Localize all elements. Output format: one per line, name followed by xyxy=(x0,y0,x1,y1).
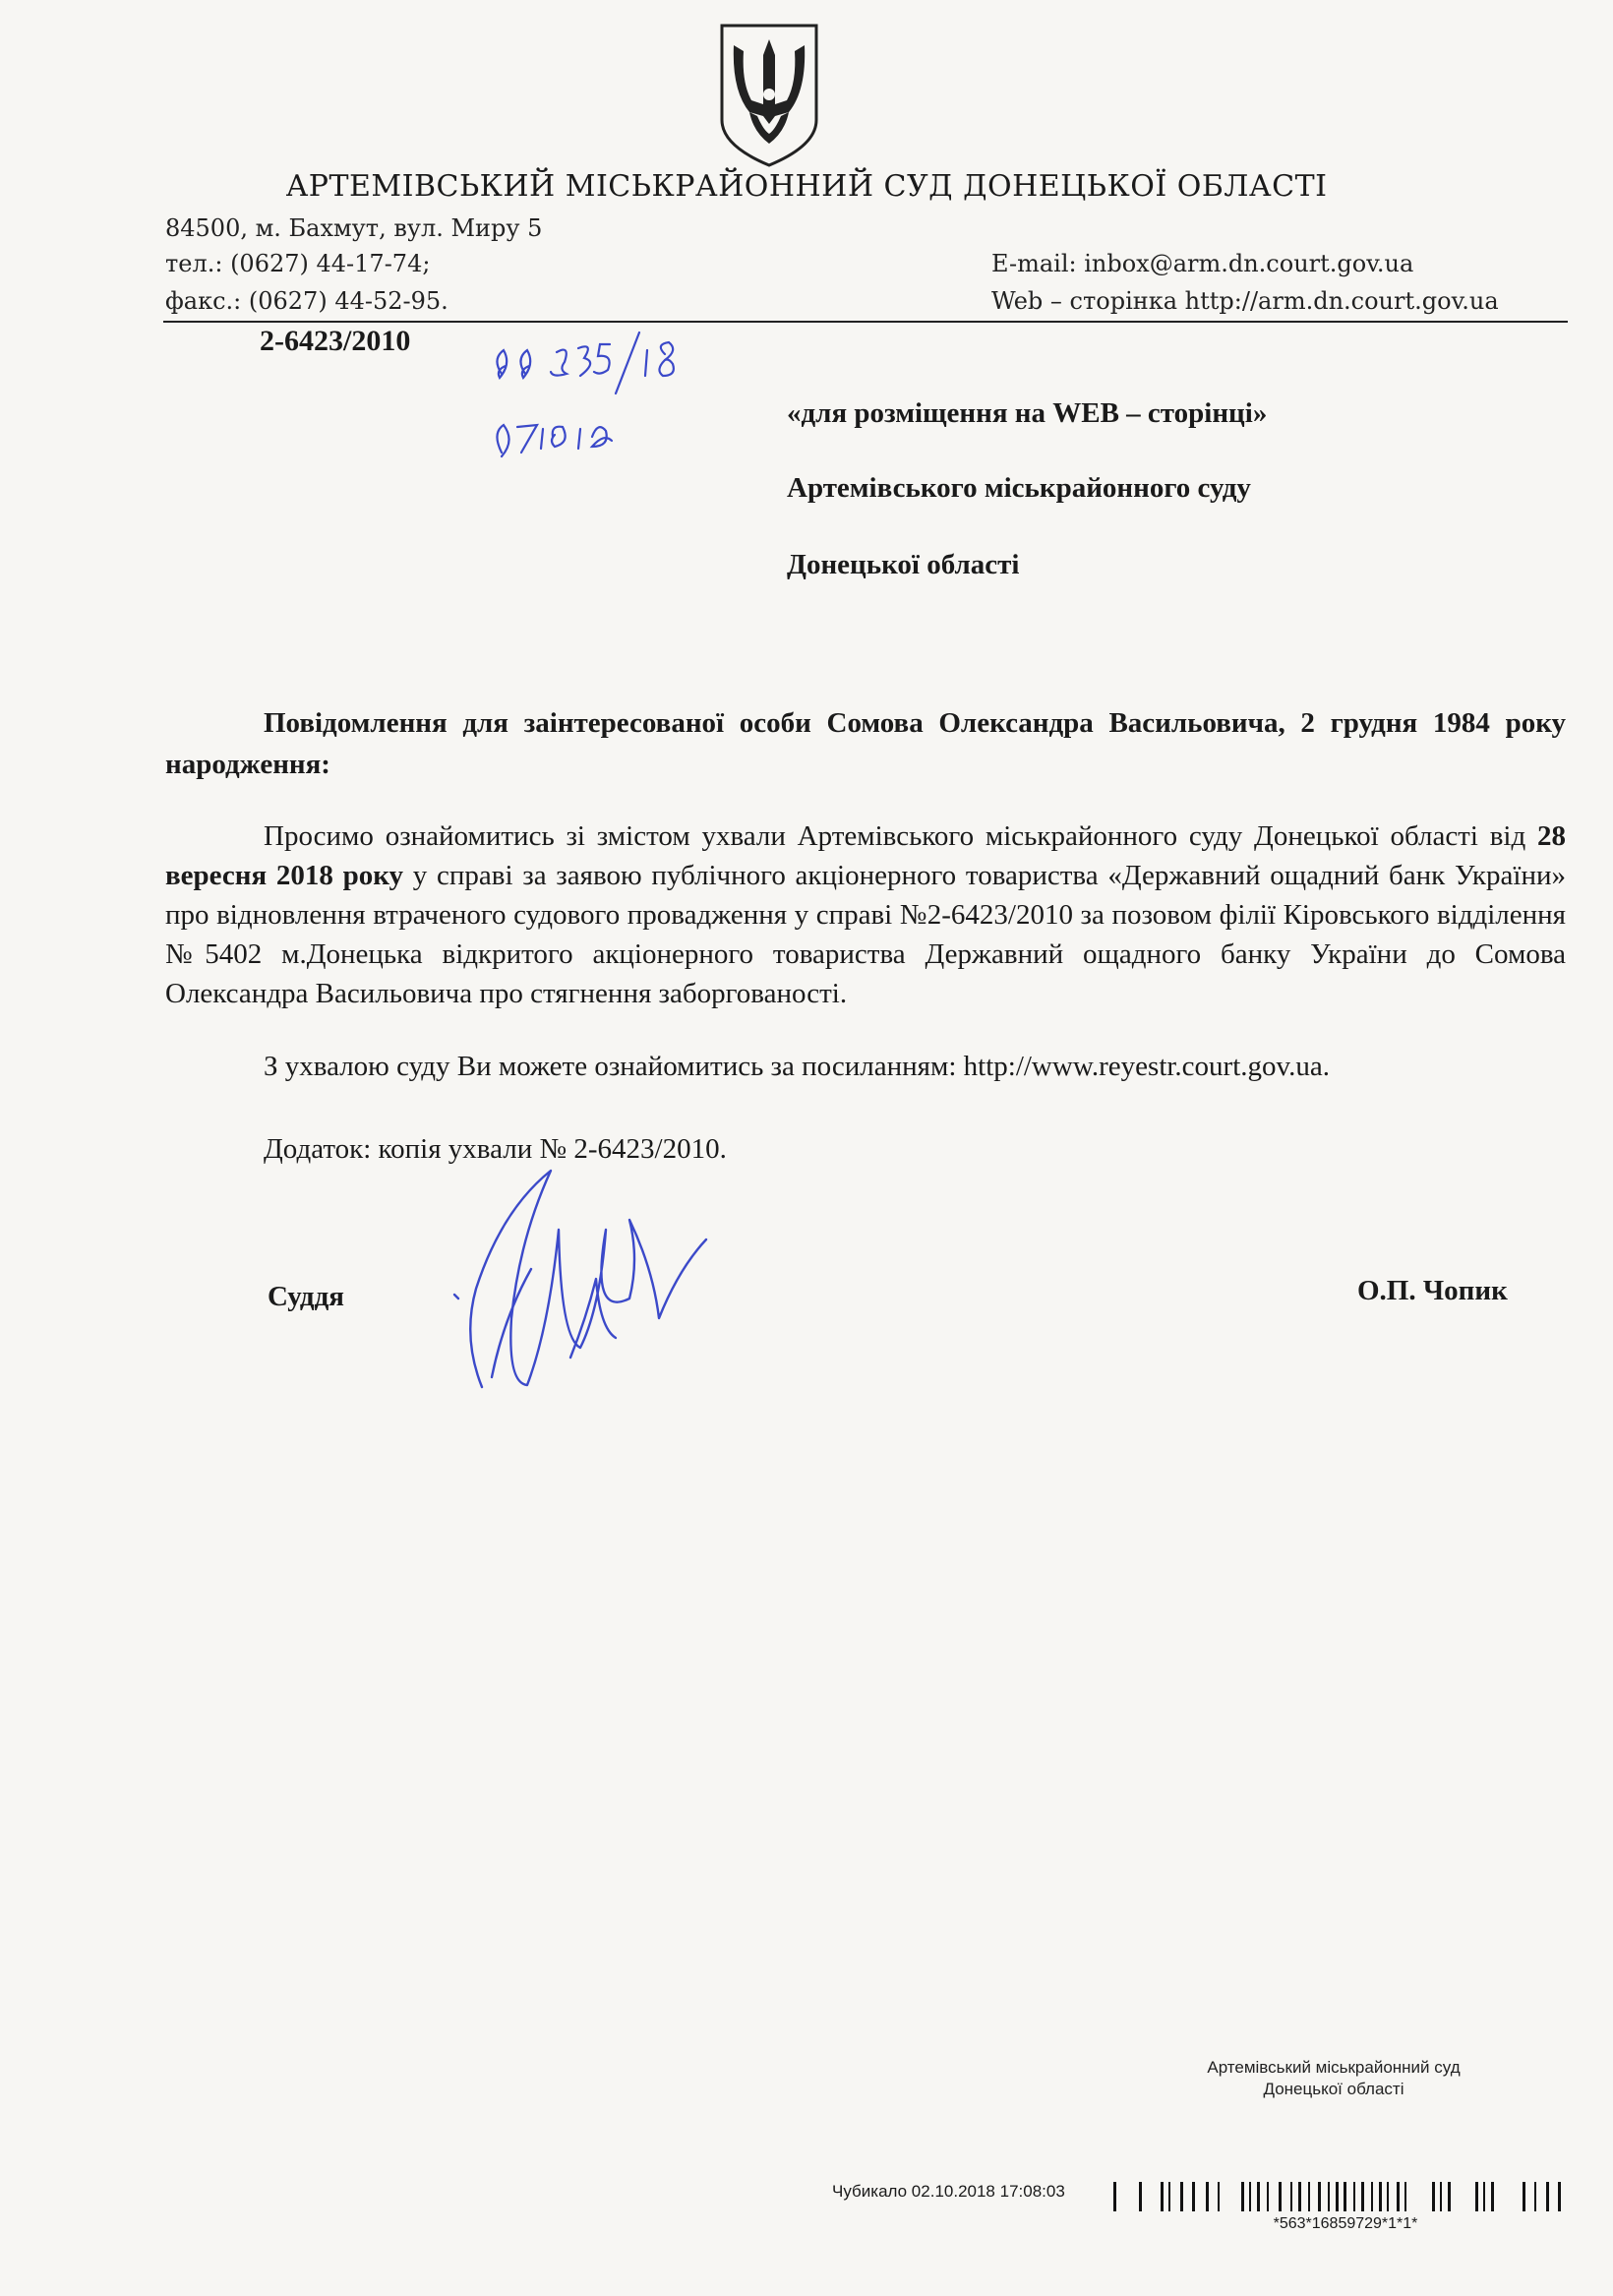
judge-signature xyxy=(433,1151,747,1407)
stamp-registrar-datetime: Чубикало 02.10.2018 17:08:03 xyxy=(832,2182,1065,2201)
court-fax: факс.: (0627) 44-52-95. xyxy=(165,287,448,315)
judge-name: О.П. Чопик xyxy=(1357,1275,1508,1306)
barcode-number: *563*16859729*1*1* xyxy=(1273,2215,1418,2232)
court-title: АРТЕМІВСЬКИЙ МІСЬКРАЙОННИЙ СУД ДОНЕЦЬКОЇ ОБЛАСТІ xyxy=(285,169,1328,204)
notice-body xyxy=(165,816,1566,1013)
case-number: 2-6423/2010 xyxy=(260,325,411,357)
notice-body-part-1: Просимо ознайомитись зі змістом ухвали Артемівського міськрайонного суду Донецької області від xyxy=(264,820,1537,852)
addressee-line-1: «для розміщення на WEB – сторінці» xyxy=(787,397,1268,429)
court-email: E-mail: inbox@arm.dn.court.gov.ua xyxy=(991,250,1414,277)
trident-emblem-icon xyxy=(714,22,824,169)
notice-body-date: 28 вересня 2018 року xyxy=(165,820,1566,891)
attachment-line: Додаток: копія ухвали № 2-6423/2010. xyxy=(264,1133,727,1165)
notice-link-line: З ухвалою суду Ви можете ознайомитись за посиланням: http://www.reyestr.court.gov.ua. xyxy=(264,1051,1331,1082)
header-divider xyxy=(163,321,1568,323)
addressee-line-3: Донецької області xyxy=(787,549,1020,580)
court-address: 84500, м. Бахмут, вул. Миру 5 xyxy=(165,214,543,242)
judge-label: Суддя xyxy=(268,1281,344,1312)
addressee-line-2: Артемівського міськрайонного суду xyxy=(787,472,1251,504)
handwritten-registration-note xyxy=(482,315,797,482)
stamp-court-name-line-1: Артемівський міськрайонний суд xyxy=(1207,2058,1461,2077)
notice-body-part-2: у справі за заявою публічного акціонерного товариства «Державний ощадний банк України» про відновлення втраченого судового провадження у справі №2-6423/2010 за позовом філії Кіровського відділення №5402 м.Донецька відкритого акціонерного товариства Державний ощадного банку України до Сомова Олександра Васильовича про стягнення заборгованості. xyxy=(165,860,1566,1009)
court-website: Web – сторінка http://arm.dn.court.gov.ua xyxy=(991,287,1499,315)
notice-heading: Повідомлення для заінтересованої особи Сомова Олександра Васильовича, 2 грудня 1984 року народження: xyxy=(165,707,1566,780)
court-phone: тел.: (0627) 44-17-74; xyxy=(165,250,431,277)
stamp-court-name-line-2: Донецької області xyxy=(1263,2080,1404,2098)
